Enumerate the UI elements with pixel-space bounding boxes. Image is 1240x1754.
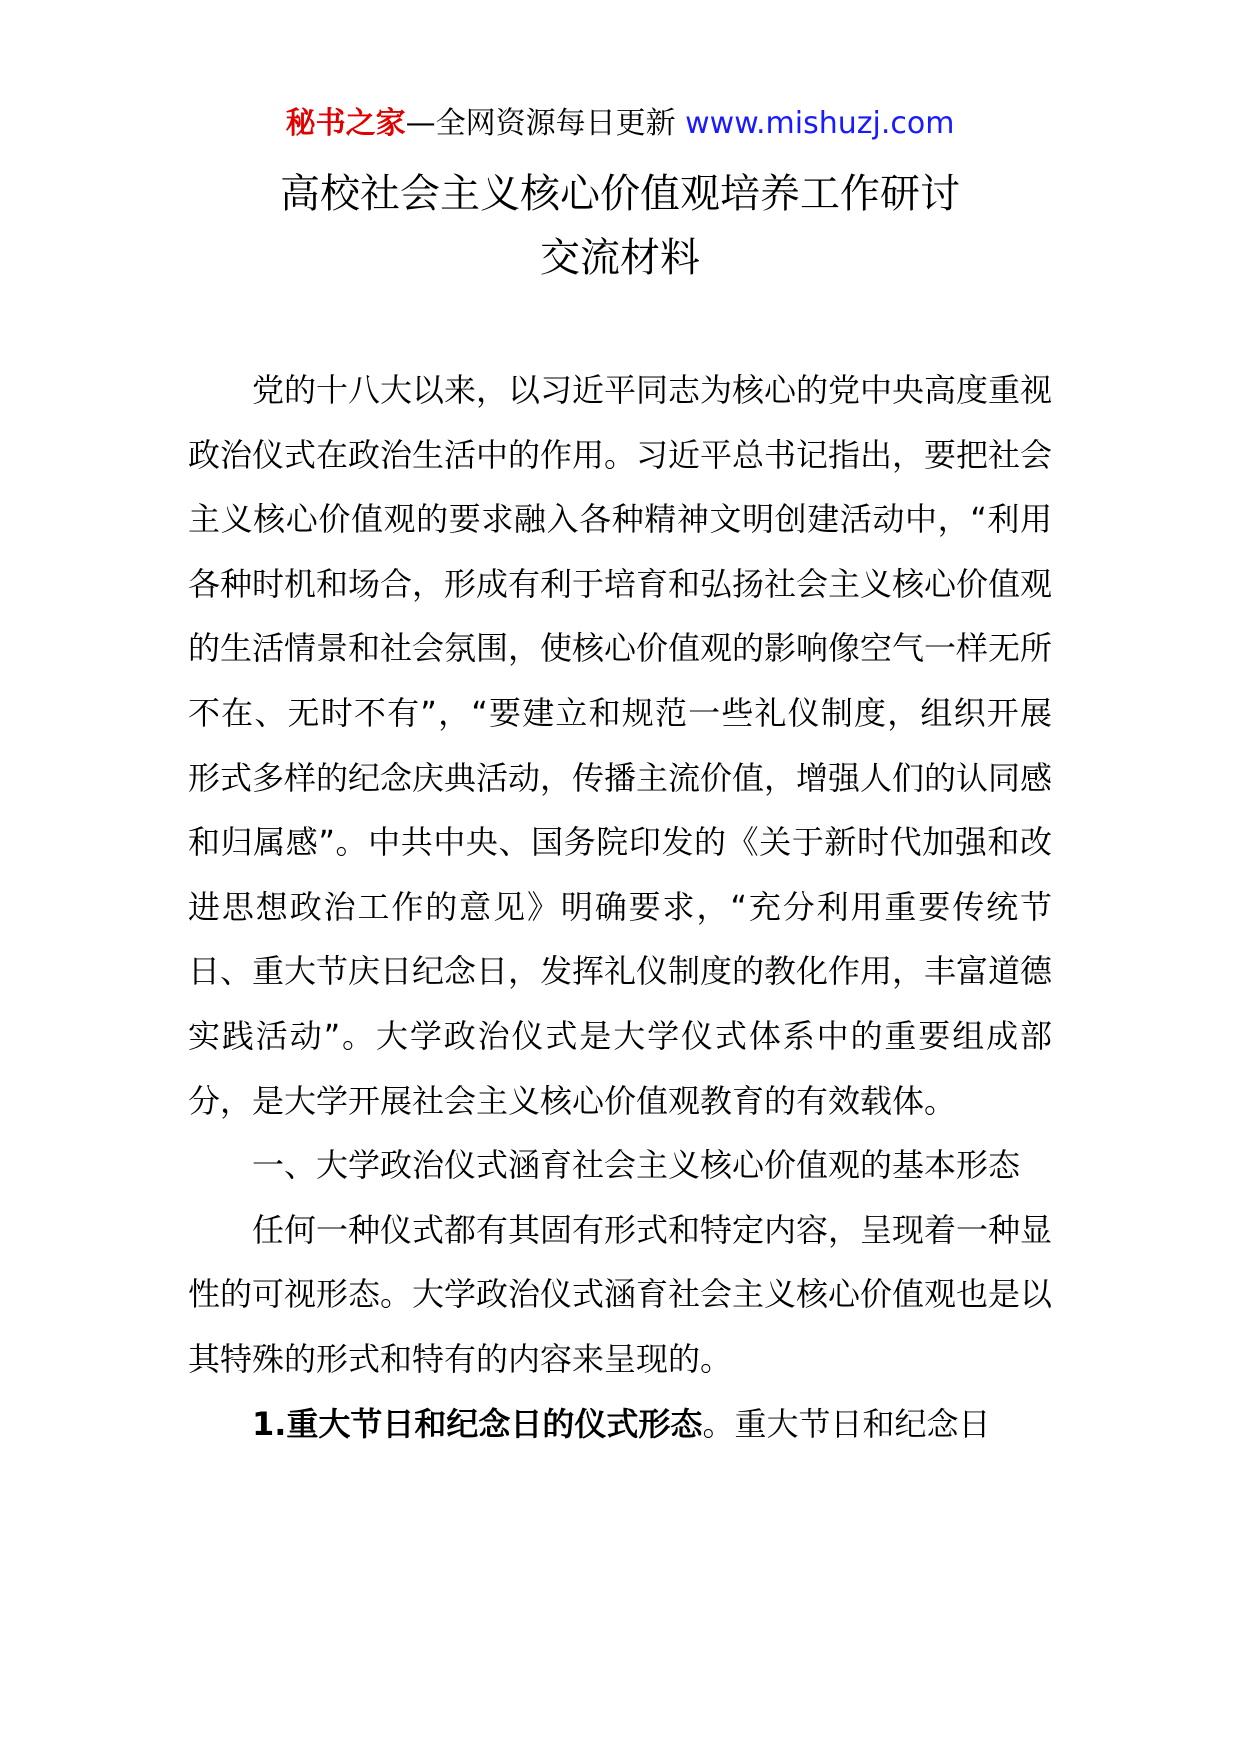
paragraph-intro: 党的十八大以来，以习近平同志为核心的党中央高度重视政治仪式在政治生活中的作用。习近平总书记指出，要把社会主义核心价值观的要求融入各种精神文明创建活动中，“利用各种时机和场合，形成有利于培育和弘扬社会主义核心价值观的生活情景和社会氛围，使核心价值观的影响像空气一样无所不在、无时不有”，“要建立和规范一些礼仪制度，组织开展形式多样的纪念庆典活动，传播主流价值，增强人们的认同感和归属感”。中共中央、国务院印发的《关于新时代加强和改进思想政治工作的意见》明确要求，“充分利用重要传统节日、重大节庆日纪念日，发挥礼仪制度的教化作用，丰富道德实践活动”。大学政治仪式是大学仪式体系中的重要组成部分，是大学开展社会主义核心价值观教育的有效载体。: [188, 371, 1053, 1120]
document-body: [188, 358, 1052, 1456]
title-line-2: 交流材料: [540, 235, 700, 281]
subsection-text-1: 。重大节日和纪念日: [702, 1404, 991, 1443]
subsection-heading-1: 1.重大节日和纪念日的仪式形态: [252, 1404, 703, 1443]
site-header: [0, 100, 1240, 148]
site-url[interactable]: www.mishuzj.com: [685, 106, 955, 141]
paragraph-subsection-1: [188, 1392, 1052, 1457]
section-heading-1: 一、大学政治仪式涵育社会主义核心价值观的基本形态: [252, 1146, 1021, 1185]
title-line-1: 高校社会主义核心价值观培养工作研讨: [280, 171, 960, 217]
site-brand: 秘书之家: [285, 106, 406, 141]
site-slogan: —全网资源每日更新: [405, 106, 676, 141]
document-title: [0, 162, 1240, 290]
paragraph-section-1: 任何一种仪式都有其固有形式和特定内容，呈现着一种显性的可视形态。大学政治仪式涵育社会主义核心价值观也是以其特殊的形式和特有的内容来呈现的。: [188, 1210, 1053, 1378]
